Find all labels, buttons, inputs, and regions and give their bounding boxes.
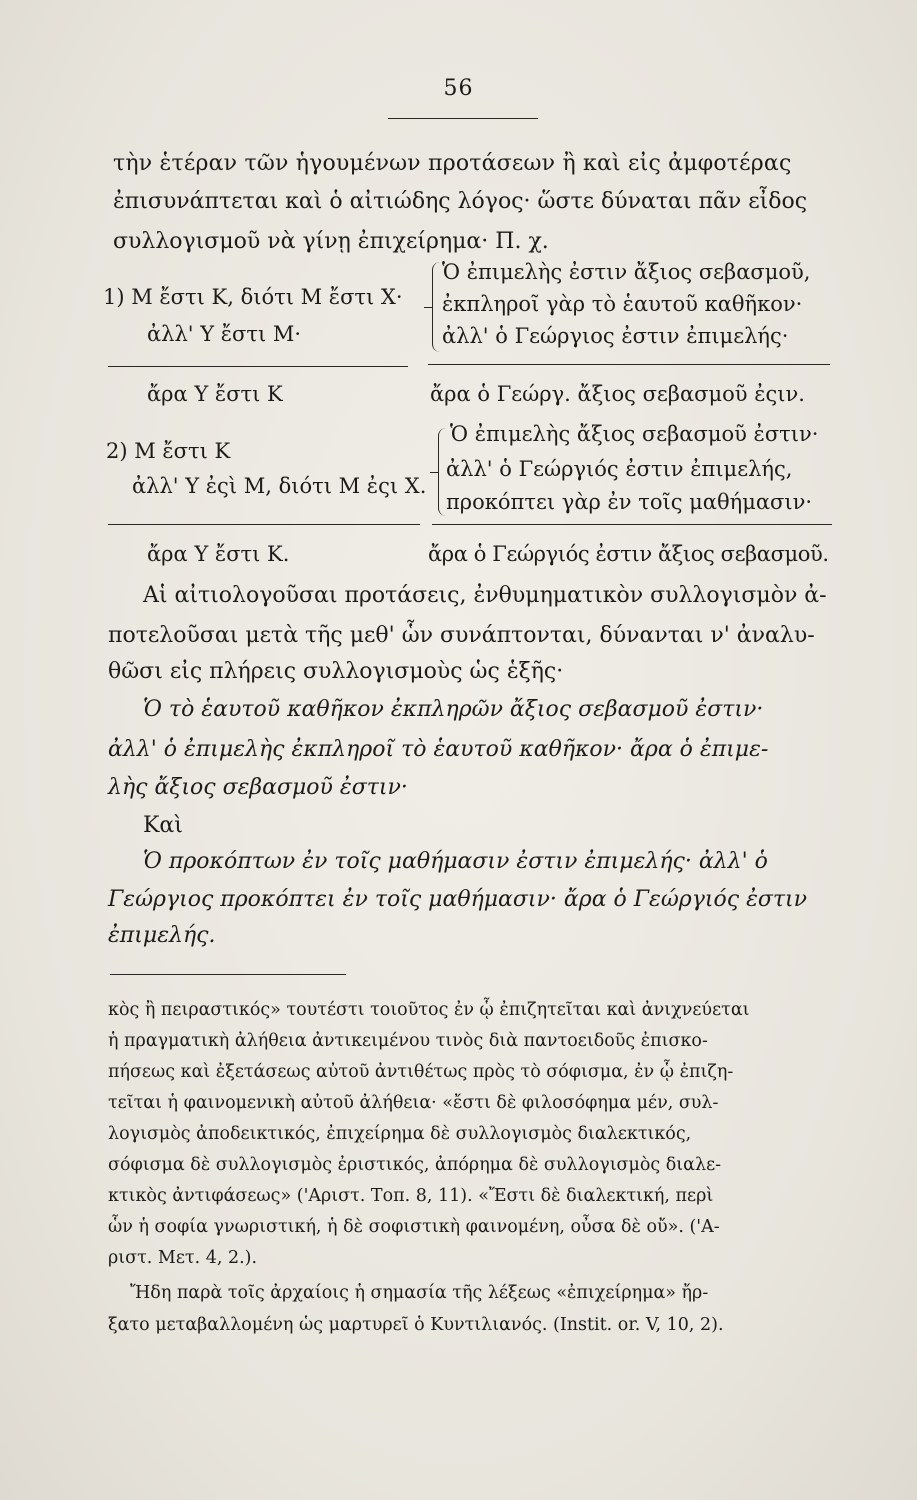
footnote-line: ξατο μεταβαλλομένη ὡς μαρτυρεῖ ὁ Κυντιλιανός. (Instit. or. V, 10, 2). <box>108 1315 724 1335</box>
page-number: 56 <box>443 76 474 101</box>
example1-conclusion: ἄρα Υ ἔστι Κ <box>147 382 283 406</box>
footnote-line: ριστ. Μετ. 4, 2.). <box>108 1248 258 1268</box>
example2-greek-premise: προκόπτει γὰρ ἐν τοῖς μαθήμασιν· <box>446 490 813 514</box>
example2-left-rule <box>108 524 420 525</box>
header-rule <box>388 118 538 119</box>
example2-greek-premise: ἀλλ' ὁ Γεώργιός ἐστιν ἐπιμελής, <box>446 457 793 481</box>
example2-greek-conclusion: ἄρα ὁ Γεώργιός ἐστιν ἄξιος σεβασμοῦ. <box>428 542 829 566</box>
body-line: θῶσι εἰς πλήρεις συλλογισμοὺς ὡς ἑξῆς· <box>108 659 564 684</box>
intro-line: τὴν ἑτέραν τῶν ἡγουμένων προτάσεων ἢ καὶ εἰς ἀμφοτέρας <box>113 151 792 176</box>
footnote-line: ὧν ἡ σοφία γνωριστική, ἡ δὲ σοφιστικὴ φαινομένη, οὖσα δὲ οὔ». ('Α- <box>108 1217 720 1237</box>
example1-greek-premise: Ὁ ἐπιμελὴς ἐστιν ἄξιος σεβασμοῦ, <box>442 260 811 284</box>
syllogism-line: λὴς ἄξιος σεβασμοῦ ἐστιν· <box>108 775 408 800</box>
syllogism-line: Ὁ προκόπτων ἐν τοῖς μαθήμασιν ἐστιν ἐπιμελής· ἀλλ' ὁ <box>143 849 768 874</box>
body-line: ποτελοῦσαι μετὰ τῆς μεθ' ὧν συνάπτονται, δύνανται ν' ἀναλυ- <box>108 623 815 648</box>
footnote-line: κὸς ἢ πειραστικός» τουτέστι τοιοῦτος ἐν ᾧ ἐπιζητεῖται καὶ ἀνιχνεύεται <box>108 1000 750 1020</box>
example1-premise: ἀλλ' Υ ἔστι Μ· <box>147 322 302 346</box>
example1-greek-premise: ἀλλ' ὁ Γεώργιος ἐστιν ἐπιμελής· <box>442 324 789 348</box>
example1-left-rule <box>108 366 408 367</box>
example1-brace <box>432 262 441 352</box>
intro-line: ἐπισυνάπτεται καὶ ὁ αἰτιώδης λόγος· ὥστε δύναται πᾶν εἶδος <box>113 189 808 214</box>
syllogism-line: Ὁ τὸ ἑαυτοῦ καθῆκον ἐκπληρῶν ἄξιος σεβασμοῦ ἐστιν· <box>143 697 764 722</box>
syllogism-line: Γεώργιος προκόπτει ἐν τοῖς μαθήμασιν· ἄρα ὁ Γεώργιός ἐστιν <box>108 887 808 912</box>
footnote-line: λογισμὸς ἀποδεικτικός, ἐπιχείρημα δὲ συλλογισμὸς διαλεκτικός, <box>108 1124 692 1144</box>
example2-right-rule <box>432 524 832 525</box>
example1-premise: 1) Μ ἔστι Κ, διότι Μ ἔστι Χ· <box>103 285 403 309</box>
footnote-line: πήσεως καὶ ἐξετάσεως αὐτοῦ ἀντιθέτως πρὸς τὸ σόφισμα, ἐν ᾧ ἐπιζη- <box>108 1062 734 1082</box>
footnote-line: τεῖται ἡ φαινομενικὴ αὐτοῦ ἀλήθεια· «ἔστι δὲ φιλοσόφημα μέν, συλ- <box>108 1093 719 1113</box>
example1-greek-premise: ἐκπληροῖ γὰρ τὸ ἑαυτοῦ καθῆκον· <box>442 292 803 316</box>
example1-greek-conclusion: ἄρα ὁ Γεώργ. ἄξιος σεβασμοῦ ἐςιν. <box>430 382 805 406</box>
example1-right-rule <box>428 364 830 365</box>
footnote-rule <box>110 974 346 975</box>
footnote-line: κτικὸς ἀντιφάσεως» ('Αριστ. Τοπ. 8, 11). «Ἔστι δὲ διαλεκτική, περὶ <box>108 1186 714 1206</box>
example2-conclusion: ἄρα Υ ἔστι Κ. <box>147 542 290 566</box>
example2-premise: ἀλλ' Υ ἐςὶ Μ, διότι Μ ἐςι Χ. <box>132 474 427 498</box>
syllogism-line: ἐπιμελής. <box>108 923 216 948</box>
footnote-line: ἡ πραγματικὴ ἀλήθεια ἀντικειμένου τινὸς διὰ παντοειδοῦς ἐπισκο- <box>108 1031 708 1051</box>
example2-premise: 2) Μ ἔστι Κ <box>106 439 231 463</box>
intro-line: συλλογισμοῦ νὰ γίνῃ ἐπιχείρημα· Π. χ. <box>113 229 549 254</box>
footnote-line: σόφισμα δὲ συλλογισμὸς ἐριστικός, ἀπόρημα δὲ συλλογισμὸς διαλε- <box>108 1155 722 1175</box>
body-line: Αἱ αἰτιολογοῦσαι προτάσεις, ἐνθυμηματικὸν συλλογισμὸν ἀ- <box>143 583 827 608</box>
example2-greek-premise: Ὁ ἐπιμελὴς ἄξιος σεβασμοῦ ἐστιν· <box>450 422 819 446</box>
footnote-line: Ἤδη παρὰ τοῖς ἀρχαίοις ἡ σημασία τῆς λέξεως «ἐπιχείρημα» ἤρ- <box>130 1283 709 1303</box>
syllogism-line: ἀλλ' ὁ ἐπιμελὴς ἐκπληροῖ τὸ ἑαυτοῦ καθῆκον· ἄρα ὁ ἐπιμε- <box>108 737 769 762</box>
kai-connector: Καὶ <box>143 813 183 838</box>
